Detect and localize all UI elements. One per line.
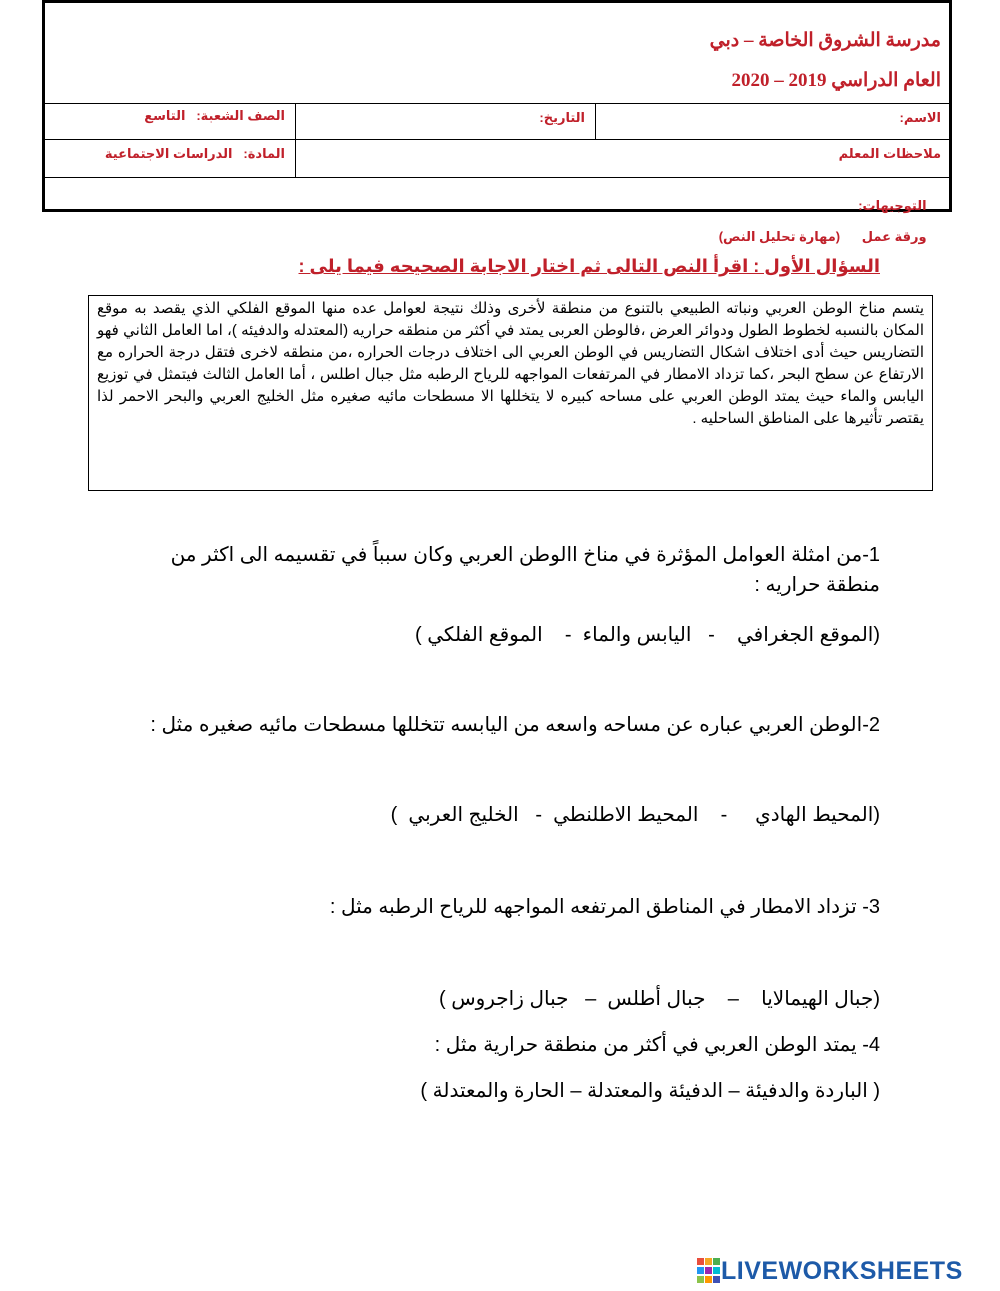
name-label: الاسم: (899, 110, 941, 125)
divider (45, 139, 949, 140)
academic-year: العام الدراسي 2019 – 2020 (731, 70, 941, 91)
school-name: مدرسة الشروق الخاصة – دبي (709, 30, 941, 51)
logo-icon (697, 1258, 721, 1284)
class-field (144, 108, 285, 124)
divider (45, 103, 949, 104)
divider (295, 103, 296, 177)
question-title: السؤال الأول : اقرأ النص التالى ثم اختار الاجابة الصحيحه فيما يلى : (298, 256, 880, 276)
divider (595, 103, 596, 139)
question-2: 2-الوطن العربي عباره عن مساحه واسعه من اليابسه تتخللها مسطحات مائيه صغيره مثل : (150, 714, 880, 736)
question-1-options: (الموقع الجغرافي - اليابس والماء - الموقع الفلكي ) (415, 624, 880, 646)
directions-field (719, 183, 941, 260)
question-2-options: (المحيط الهادي - المحيط الاطلنطي - الخليج العربي ) (390, 804, 880, 826)
header-table (42, 0, 952, 244)
directions-label: التوجيهات: (858, 198, 927, 213)
subject-field (105, 146, 285, 162)
question-3: 3- تزداد الامطار في المناطق المرتفعه المواجهه للرياح الرطبه مثل : (329, 896, 880, 918)
subject-label: المادة: (243, 146, 285, 161)
date-label: التاريخ: (539, 110, 585, 125)
liveworksheets-logo (697, 1255, 963, 1287)
question-3-options: (جبال الهيمالايا – جبال أطلس – جبال زاجروس ) (438, 988, 880, 1010)
directions-value: ورقة عمل (مهارة تحليل النص) (718, 229, 927, 244)
reading-passage: يتسم مناخ الوطن العربي ونباته الطبيعي بالتنوع من منطقة لأخرى وذلك نتيجة لعوامل عده منها الموقع الفلكي الذي يقصد به موقع المكان بالنسبه لخطوط الطول ودوائر العرض ،فالوطن العربى يمتد في أكثر من منطقه حراريه (المعتدله والدفيئه )، اما العامل الثاني فهو التضاريس حيث أدى اختلاف اشكال التضاريس في الوطن العربي الى اختلاف درجات الحراره ،من منطقه لاخرى فتقل درجة الحراره مع الارتفاع عن سطح البحر ،كما تزداد الامطار في المرتفعات المواجهه للرياح الرطبه مثل جبال اطلس ، أما العامل الثالث فيتمثل في توزيع اليابس والماء حيث يمتد الوطن العربي على مساحه كبيره لا يتخللها الا مسطحات مائيه صغيره مثل الخليج العربي والبحر الاحمر لذا يقتصر تأثيرها على المناطق الساحليه . (88, 295, 933, 491)
class-value: التاسع (144, 108, 186, 123)
subject-value: الدراسات الاجتماعية (104, 146, 233, 161)
logo-text: LIVEWORKSHEETS (721, 1256, 963, 1285)
question-4: 4- يمتد الوطن العربي في أكثر من منطقة حرارية مثل : (434, 1034, 880, 1056)
class-label: الصف الشعبة: (196, 108, 285, 123)
teacher-notes-label: ملاحظات المعلم (838, 146, 941, 161)
question-1: 1-من امثلة العوامل المؤثرة في مناخ االوطن العربي وكان سبباً في تقسيمه الى اكثر من منطقة حراريه : (170, 544, 880, 596)
divider (45, 177, 949, 178)
question-4-options: ( الباردة والدفيئة – الدفيئة والمعتدلة – الحارة والمعتدلة ) (420, 1080, 880, 1102)
